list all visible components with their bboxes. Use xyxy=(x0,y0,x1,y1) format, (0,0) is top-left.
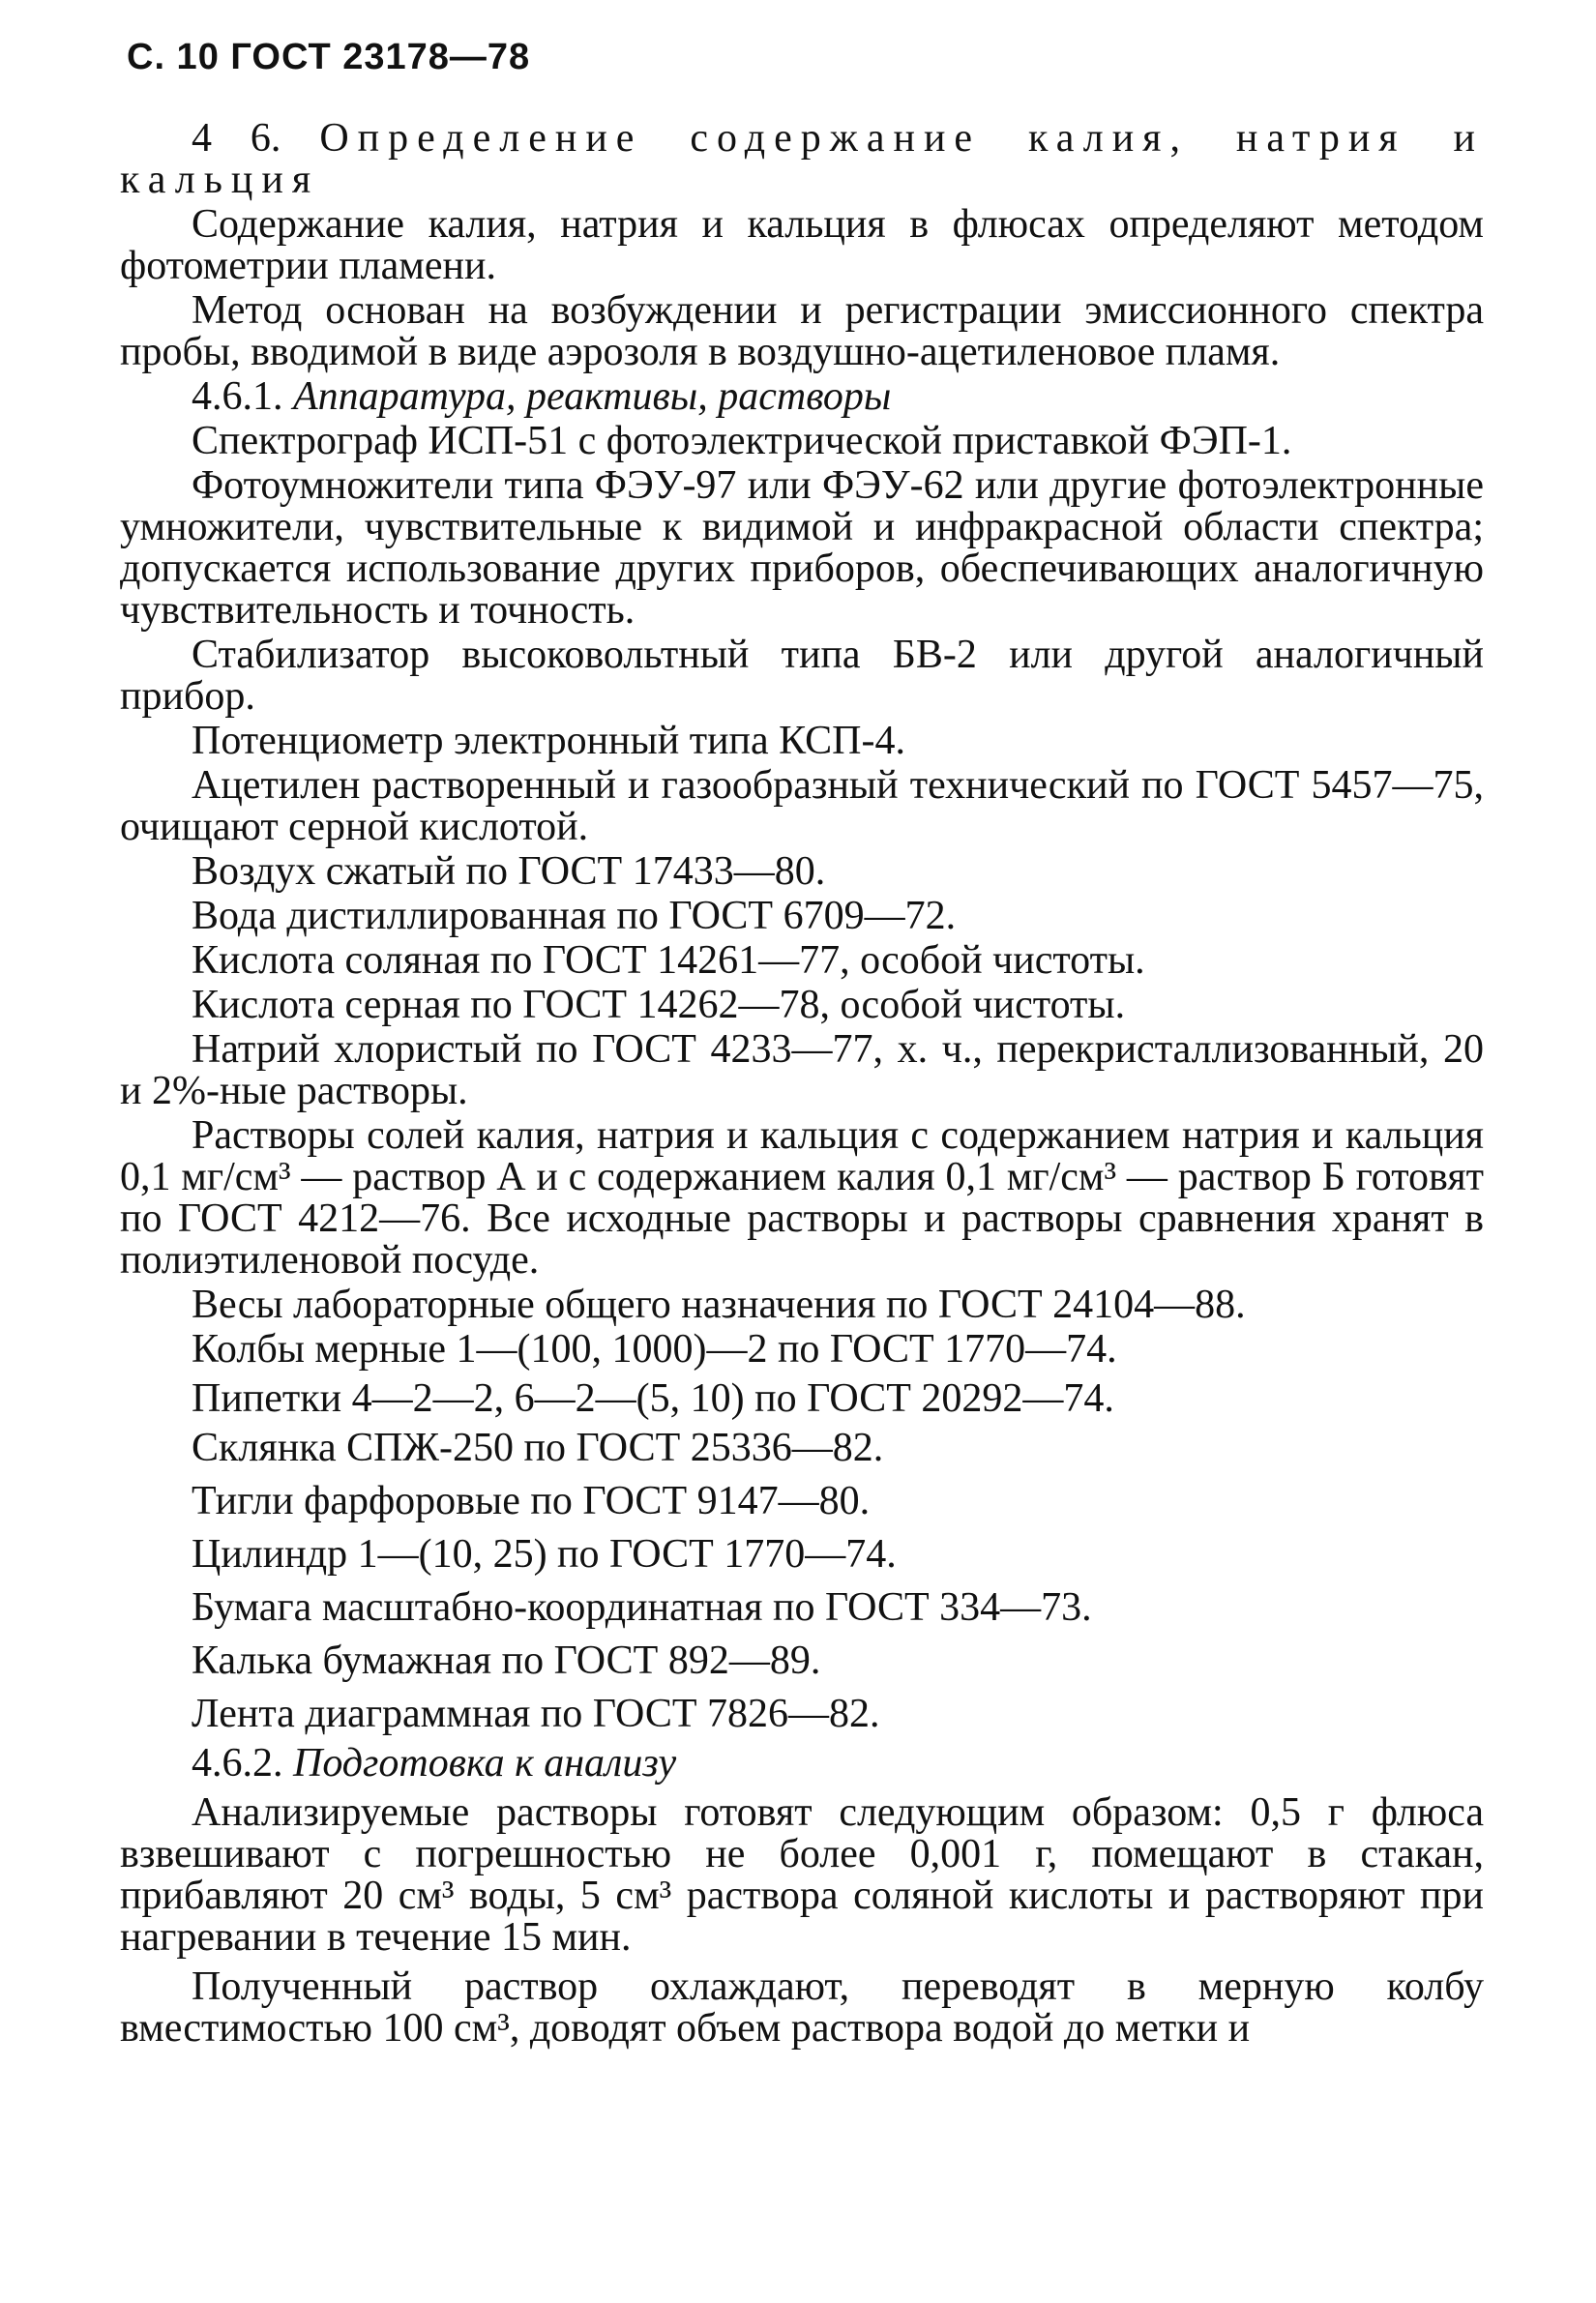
preparation-paragraph: Анализируемые растворы готовят следующим образом: 0,5 г флюса взвешивают с погрешностью не более 0,001 г, помещают в стакан, прибавляют 20 см³ воды, 5 см³ раствора соляной кислоты и растворяют при нагревании в течение 15 мин. xyxy=(120,1790,1484,1960)
list-item: Цилиндр 1—(10, 25) по ГОСТ 1770—74. xyxy=(192,1532,897,1577)
subsection-heading-preparation xyxy=(120,1743,1484,1785)
list-item: Весы лабораторные общего назначения по ГОСТ 24104—88. xyxy=(192,1283,1246,1327)
list-item: Кислота серная по ГОСТ 14262—78, особой чистоты. xyxy=(192,983,1126,1027)
page-header: С. 10 ГОСТ 23178—78 xyxy=(127,37,531,77)
section-number: 4 6. xyxy=(192,116,281,161)
list-item: Кислота соляная по ГОСТ 14261—77, особой чистоты. xyxy=(192,938,1145,983)
list-item: Натрий хлористый по ГОСТ 4233—77, х. ч., перекристаллизованный, 20 и 2%-ные растворы. xyxy=(120,1027,1484,1113)
subsection-heading-apparatus xyxy=(120,376,1484,418)
list-item: Калька бумажная по ГОСТ 892—89. xyxy=(192,1639,821,1683)
list-item: Вода дистиллированная по ГОСТ 6709—72. xyxy=(192,894,957,938)
list-item: Фотоумножители типа ФЭУ-97 или ФЭУ-62 или другие фотоэлектронные умножители, чувствительные к видимой и инфракрасной области спектра; допускается использование других приборов, обеспечивающих аналогичную чувствительность и точность. xyxy=(120,463,1484,633)
section-heading xyxy=(120,118,1484,201)
list-item: Спектрограф ИСП-51 с фотоэлектрической приставкой ФЭП-1. xyxy=(192,419,1292,463)
list-item: Пипетки 4—2—2, 6—2—(5, 10) по ГОСТ 20292—74. xyxy=(192,1376,1114,1421)
list-item: Потенциометр электронный типа КСП-4. xyxy=(192,719,905,763)
subsection-number: 4.6.2. xyxy=(192,1741,283,1786)
document-body xyxy=(120,118,1484,2052)
list-item: Тигли фарфоровые по ГОСТ 9147—80. xyxy=(192,1479,871,1523)
list-item: Лента диаграммная по ГОСТ 7826—82. xyxy=(192,1692,880,1736)
list-item: Склянка СПЖ-250 по ГОСТ 25336—82. xyxy=(192,1426,884,1470)
subsection-number: 4.6.1. xyxy=(192,374,283,419)
method-description: Метод основан на возбуждении и регистрации эмиссионного спектра пробы, вводимой в виде аэрозоля в воздушно-ацетиленовое пламя. xyxy=(120,288,1484,374)
list-item: Бумага масштабно-координатная по ГОСТ 334—73. xyxy=(192,1585,1092,1630)
subsection-title: Подготовка к анализу xyxy=(293,1741,677,1786)
list-item: Колбы мерные 1—(100, 1000)—2 по ГОСТ 1770—74. xyxy=(192,1327,1117,1372)
section-title: Определение содержание калия, натрия и кальция xyxy=(120,116,1485,202)
subsection-title: Аппаратура, реактивы, растворы xyxy=(293,374,892,419)
list-item: Ацетилен растворенный и газообразный технический по ГОСТ 5457—75, очищают серной кислотой. xyxy=(120,763,1484,849)
preparation-paragraph: Полученный раствор охлаждают, переводят в мерную колбу вместимостью 100 см³, доводят объем раствора водой до метки и xyxy=(120,1964,1484,2051)
list-item: Растворы солей калия, натрия и кальция с содержанием натрия и кальция 0,1 мг/см³ — раствор А и с содержанием калия 0,1 мг/см³ — раствор Б готовят по ГОСТ 4212—76. Все исходные растворы и растворы сравнения хранят в полиэтиленовой посуде. xyxy=(120,1113,1484,1283)
list-item: Воздух сжатый по ГОСТ 17433—80. xyxy=(192,849,826,894)
list-item: Стабилизатор высоковольтный типа БВ-2 или другой аналогичный прибор. xyxy=(120,633,1484,719)
section-intro: Содержание калия, натрия и кальция в флюсах определяют методом фотометрии пламени. xyxy=(120,202,1484,288)
